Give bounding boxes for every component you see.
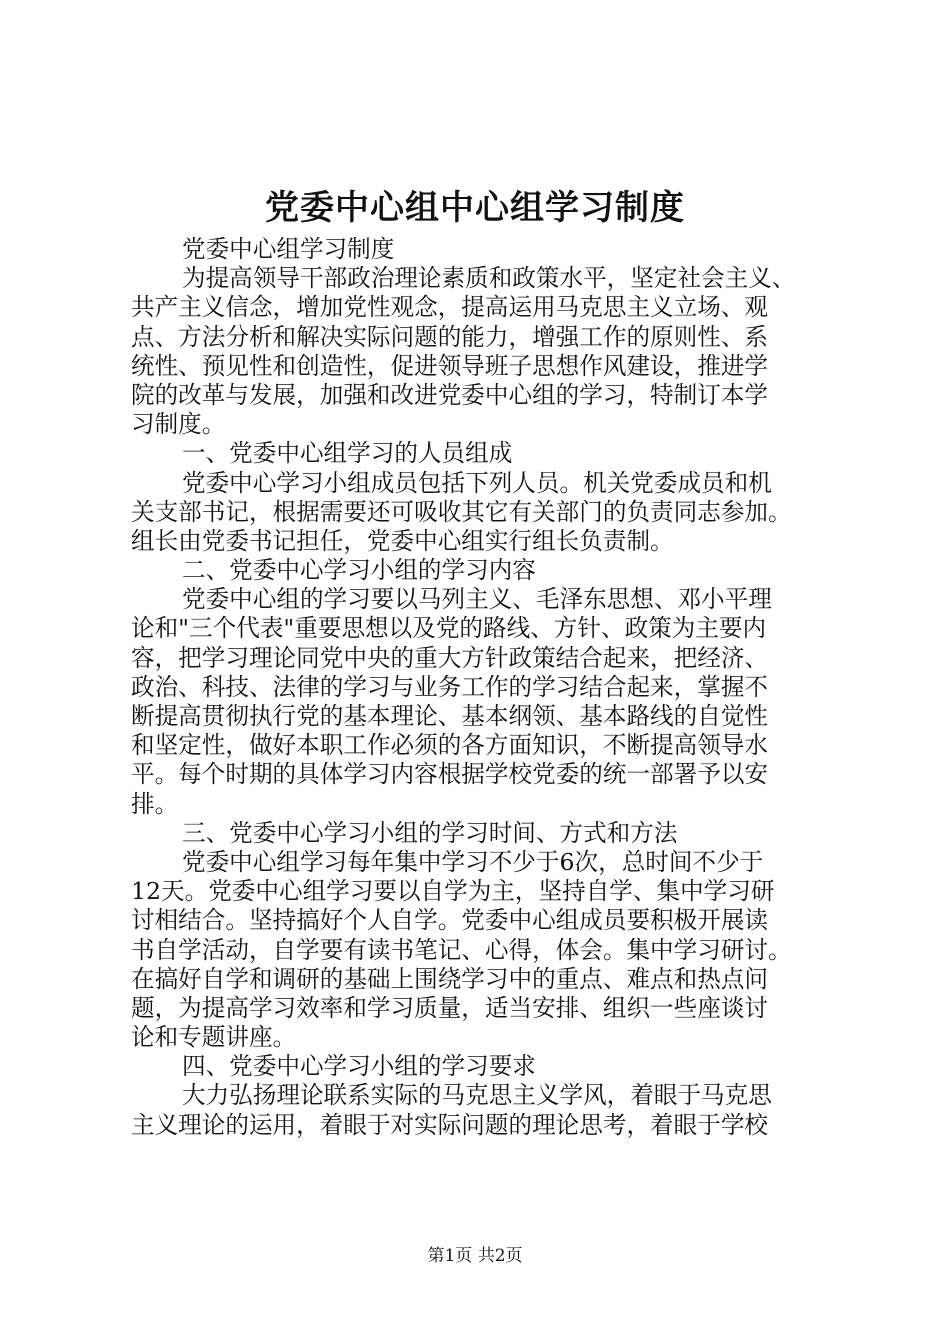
text-line: 党委中心组学习制度 xyxy=(182,235,395,263)
text-line: 主义理论的运用，着眼于对实际问题的理论思考，着眼于学校 xyxy=(131,1110,769,1139)
text-line: 党委中心学习小组成员包括下列人员。机关党委成员和机 xyxy=(182,468,772,497)
text-line: 党委中心组的学习要以马列主义、毛泽东思想、邓小平理 xyxy=(182,585,772,614)
text-line: 容，把学习理论同党中央的重大方针政策结合起来，把经济、 xyxy=(131,643,769,672)
text-line: 平。每个时期的具体学习内容根据学校党委的统一部署予以安 xyxy=(131,760,769,789)
text-line: 关支部书记，根据需要还可吸收其它有关部门的负责同志参加。 xyxy=(131,497,792,526)
text-line: 断提高贯彻执行党的基本理论、基本纲领、基本路线的自觉性 xyxy=(131,702,769,730)
text-line: 四、党委中心学习小组的学习要求 xyxy=(182,1052,536,1081)
text-line: 排。 xyxy=(131,789,179,818)
text-line: 为提高领导干部政治理论素质和政策水平，坚定社会主义、 xyxy=(182,264,796,293)
text-line: 在搞好自学和调研的基础上围绕学习中的重点、难点和热点问 xyxy=(131,964,769,993)
text-line: 大力弘扬理论联系实际的马克思主义学风，着眼于马克思 xyxy=(182,1081,772,1110)
text-line: 题，为提高学习效率和学习质量，适当安排、组织一些座谈讨 xyxy=(131,993,769,1022)
text-line: 论和专题讲座。 xyxy=(131,1023,297,1052)
text-line: 论和"三个代表"重要思想以及党的路线、方针、政策为主要内 xyxy=(131,614,767,643)
text-line: 讨相结合。坚持搞好个人自学。党委中心组成员要积极开展读 xyxy=(131,906,769,935)
page-footer: 第1页 共2页 xyxy=(427,1246,523,1266)
text-line: 院的改革与发展，加强和改进党委中心组的学习，特制订本学 xyxy=(131,380,769,409)
text-line: 书自学活动，自学要有读书笔记、心得，体会。集中学习研讨。 xyxy=(131,935,792,964)
text-line: 12天。党委中心组学习要以自学为主，坚持自学、集中学习研 xyxy=(131,877,775,906)
text-line: 政治、科技、法律的学习与业务工作的学习结合起来，掌握不 xyxy=(131,672,769,701)
document-body xyxy=(131,235,843,1140)
text-line: 统性、预见性和创造性，促进领导班子思想作风建设，推进学 xyxy=(131,351,769,380)
text-line: 组长由党委书记担任，党委中心组实行组长负责制。 xyxy=(131,526,674,555)
text-line: 和坚定性，做好本职工作必须的各方面知识，不断提高领导水 xyxy=(131,731,769,760)
text-line: 二、党委中心学习小组的学习内容 xyxy=(182,556,536,585)
text-line: 三、党委中心学习小组的学习时间、方式和方法 xyxy=(182,818,678,847)
text-line: 习制度。 xyxy=(131,410,226,439)
text-line: 共产主义信念，增加党性观念，提高运用马克思主义立场、观 xyxy=(131,293,769,322)
text-line: 党委中心组学习每年集中学习不少于6次，总时间不少于 xyxy=(182,847,764,876)
document-title: 党委中心组中心组学习制度 xyxy=(265,188,685,228)
text-line: 一、党委中心组学习的人员组成 xyxy=(182,439,513,468)
text-line: 点、方法分析和解决实际问题的能力，增强工作的原则性、系 xyxy=(131,322,769,351)
